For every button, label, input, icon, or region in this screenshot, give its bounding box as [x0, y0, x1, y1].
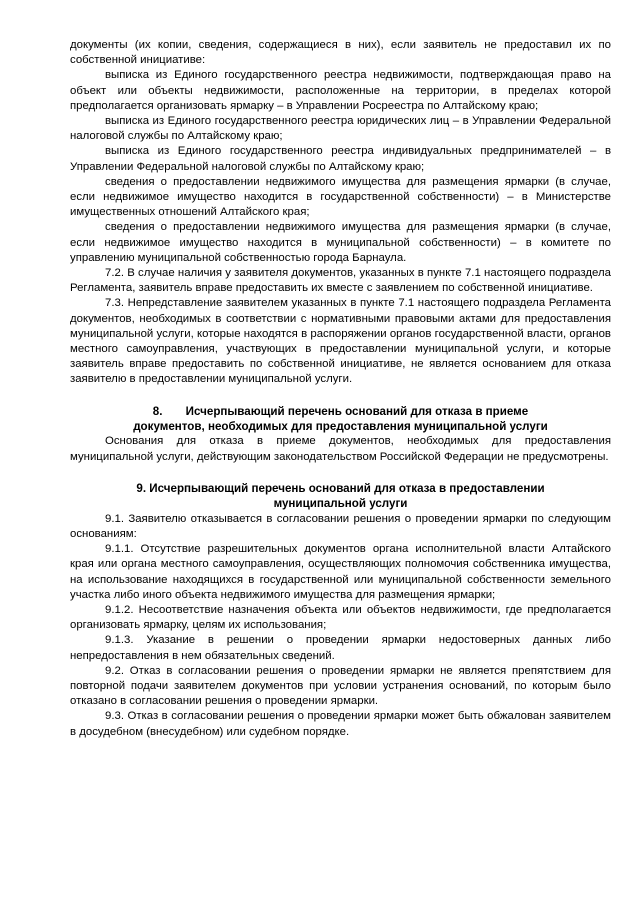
paragraph-9-1-1: 9.1.1. Отсутствие разрешительных документов органа исполнительной власти Алтайского края или органа местного самоуправления, осуществляющих полномочия собственника имущества, на использование находящихся в государственной или муниципальной собственности земельного участка либо иного объекта недвижимого имущества для размещения ярмарки;: [70, 543, 611, 601]
section-8-heading-line1: 8. Исчерпывающий перечень оснований для отказа в приеме: [152, 404, 529, 418]
section-9-heading-line1: 9. Исчерпывающий перечень оснований для отказа в предоставлении: [136, 481, 545, 495]
paragraph-9-3: 9.3. Отказ в согласовании решения о проведении ярмарки может быть обжалован заявителем в досудебном (внесудебном) или судебном порядке.: [70, 710, 611, 738]
paragraph-9-1: 9.1. Заявителю отказывается в согласовании решения о проведении ярмарки по следующим основаниям:: [70, 512, 611, 540]
paragraph-9-1-3: 9.1.3. Указание в решении о проведении ярмарки недостоверных данных либо непредоставления в нем обязательных сведений.: [70, 634, 611, 662]
list-item: выписка из Единого государственного реестра юридических лиц – в Управлении Федеральной налоговой службы по Алтайскому краю;: [70, 115, 611, 143]
paragraph-7-2: 7.2. В случае наличия у заявителя документов, указанных в пункте 7.1 настоящего подраздела Регламента, заявитель вправе предоставить их вместе с заявлением по собственной инициативе.: [70, 267, 611, 295]
document-page: [70, 38, 611, 740]
list-item: сведения о предоставлении недвижимого имущества для размещения ярмарки (в случае, если недвижимое имущество находится в государственной собственности) – в Министерстве имущественных отношений Алтайского края;: [70, 175, 611, 219]
section-8-heading: [70, 404, 611, 435]
section-9-heading-line2: муниципальной услуги: [273, 497, 408, 511]
section-9-heading: [70, 481, 611, 512]
paragraph-7-3: 7.3. Непредставление заявителем указанных в пункте 7.1 настоящего подраздела Регламента документов, необходимых в соответствии с нормативными правовыми актами для предоставления муниципальной услуги, которые находятся в распоряжении органов государственной власти, органов местного самоуправления, участвующих в предоставлении муниципальной услуги, и которые заявитель вправе предоставить по собственной инициативе, не является основанием для отказа заявителю в предоставлении муниципальной услуги.: [70, 297, 611, 386]
list-item: выписка из Единого государственного реестра индивидуальных предпринимателей – в Управлении Федеральной налоговой службы по Алтайскому краю;: [70, 145, 611, 173]
list-item: выписка из Единого государственного реестра недвижимости, подтверждающая право на объект или объекты недвижимости, расположенные на территории, в пределах которой предполагается организовать ярмарку – в Управлении Росреестра по Алтайскому краю;: [70, 69, 611, 112]
section-8-heading-line2: документов, необходимых для предоставления муниципальной услуги: [133, 420, 548, 434]
paragraph-9-2: 9.2. Отказ в согласовании решения о проведении ярмарки не является препятствием для повторной подачи заявителем документов при условии устранения оснований, по которым было отказано в согласовании решения о проведении ярмарки.: [70, 664, 611, 708]
list-item: сведения о предоставлении недвижимого имущества для размещения ярмарки (в случае, если недвижимое имущество находится в муниципальной собственности) – в комитете по управлению муниципальной собственностью города Барнаула.: [70, 221, 611, 264]
paragraph-9-1-2: 9.1.2. Несоответствие назначения объекта или объектов недвижимости, где предполагается организовать ярмарку, целям их использования;: [70, 603, 611, 632]
section-8-text: Основания для отказа в приеме документов, необходимых для предоставления муниципальной услуги, действующим законодательством Российской Федерации не предусмотрены.: [70, 435, 611, 463]
intro-paragraph: документы (их копии, сведения, содержащиеся в них), если заявитель не предоставил их по собственной инициативе:: [70, 39, 611, 67]
